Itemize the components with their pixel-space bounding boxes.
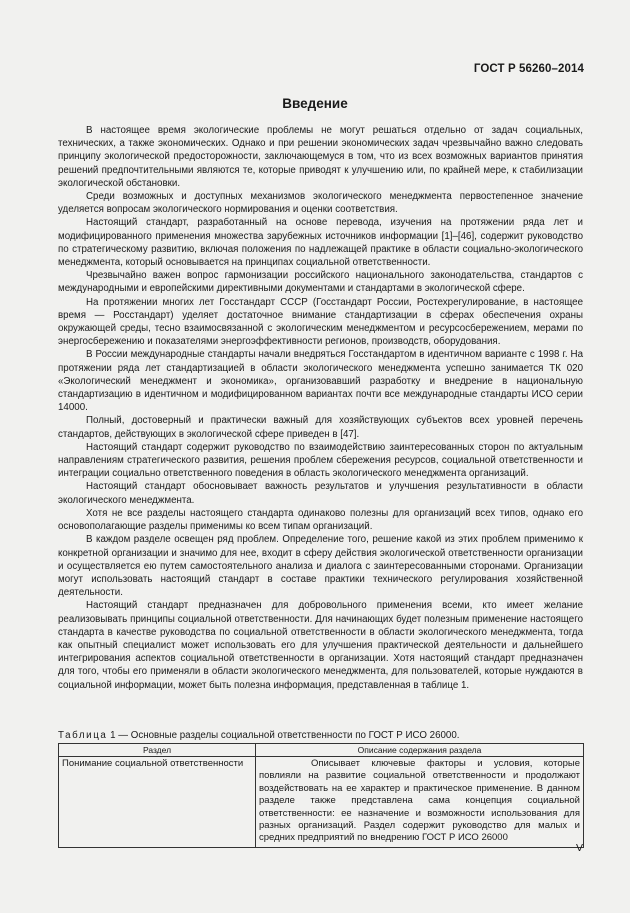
table-header-row — [59, 744, 584, 757]
standard-code-header: ГОСТ Р 56260–2014 — [473, 63, 584, 75]
paragraph: Полный, достоверный и практически важный для хозяйствующих субъектов всех уровней перечень стандартов, действующих в экологической сфере приведен в [47]. — [58, 415, 583, 440]
paragraph: В России международные стандарты начали внедряться Госстандартом в идентичном варианте с 1998 г. На протяжении ряда лет стандартизацией в области экологического менеджмента успешно занимается ТК 020 «Экологический менеджмент и экономика», организовавший разработку и внедрение в национальную стандартизацию в идентичном и модифицированном вариантах почти все международные стандарты ИСО серии 14000. — [58, 349, 583, 414]
paragraph: Настоящий стандарт содержит руководство по взаимодействию заинтересованных сторон по актуальным направлениям стратегического развития, решения проблем сбережения ресурсов, социальной ответственности и интеграции социально ответственного поведения в область экологического менеджмента организаций. — [58, 441, 583, 480]
section-title: Введение — [282, 96, 348, 111]
table-caption — [58, 729, 583, 742]
column-header-section: Раздел — [59, 744, 256, 757]
table-caption-label: Таблица — [58, 730, 108, 741]
paragraph: В настоящее время экологические проблемы не могут решаться отдельно от задач социальных, технических, а также экономических. Однако и при решении экономических задач чрезвычайно важно следовать принципу экологической предосторожности, заключающемуся в том, что из всех возможных вариантов принятия решений предпочтительными являются те, которые приводят к улучшению или, по крайней мере, к стабилизации экологической обстановки. — [58, 125, 583, 189]
table-caption-text: 1 — Основные разделы социальной ответственности по ГОСТ Р ИСО 26000. — [107, 730, 460, 741]
page-number: V — [575, 842, 583, 854]
sections-table — [58, 743, 584, 848]
paragraph: В каждом разделе освещен ряд проблем. Определение того, решение какой из этих проблем применимо к конкретной организации и значимо для нее, входит в сферу действия экологической ответственности организации и осуществляется ею путем самостоятельного анализа и диалога с заинтересованными сторонами. Организации могут использовать настоящий стандарт в составе практики технического регулирования хозяйственной деятельности. — [58, 534, 583, 599]
paragraph: Чрезвычайно важен вопрос гармонизации российского национального законодательства, стандартов с международными и европейскими директивными документами и стандартами в экологической сфере. — [58, 270, 583, 295]
paragraph: На протяжении многих лет Госстандарт СССР (Госстандарт России, Ростехрегулирование, в настоящее время — Росстандарт) уделяет достаточное внимание стандартизации в сферах обеспечения охраны окружающей среды, тесно взаимосвязанной с экологическим менеджментом и ресурсосбережением, мерами по энергосбережению и показателями энергоэффективности регионов, производств, оборудования. — [58, 296, 583, 348]
description-text: Описывает ключевые факторы и условия, которые повлияли на развитие социальной ответственности и продолжают воздействовать на ее характер и практическое применение. В данном разделе также представлена сама концепция социальной ответственности: ее назначение и возможности использования для разных организаций. Раздел содержит руководство для малых и средних предприятий по внедрению ГОСТ Р ИСО 26000 — [259, 758, 580, 844]
paragraph: Настоящий стандарт обосновывает важность результатов и улучшения результативности в области экологического менеджмента. — [58, 481, 583, 506]
section-cell: Понимание социальной ответственности — [59, 757, 256, 848]
paragraph: Среди возможных и доступных механизмов экологического менеджмента первостепенное значение уделяется вопросам экологического нормирования и оценки соответствия. — [58, 191, 583, 216]
paragraph: Настоящий стандарт предназначен для добровольного применения всеми, кто имеет желание реализовывать принципы социальной ответственности. Для начинающих будет полезным применение настоящего стандарта в качестве руководства по социальной ответственности в области экологического менеджмента, тогда как опытный специалист может использовать его для улучшения практической деятельности и дальнейшего интегрирования аспектов социальной ответственности в организации. Хотя настоящий стандарт предназначен для того, чтобы его применяли в области экологического менеджмента, для пользователей, которые нуждаются в социальной информации, может быть полезна информация, представленная в таблице 1. — [58, 600, 583, 691]
introduction-body — [58, 124, 583, 692]
column-header-description: Описание содержания раздела — [256, 744, 584, 757]
description-cell — [256, 757, 584, 848]
paragraph: Хотя не все разделы настоящего стандарта одинаково полезны для организаций всех типов, однако его основополагающие разделы применимы ко всем типам организаций. — [58, 507, 583, 533]
table-row — [59, 757, 584, 848]
paragraph: Настоящий стандарт, разработанный на основе перевода, изучения на протяжении ряда лет и модифицированного применения множества зарубежных источников информации [1]–[46], содержит руководство по стратегическому развитию, включая положения по надлежащей практике в области социально-экологического менеджмента, который основывается на принципах социальной ответственности. — [58, 217, 583, 269]
